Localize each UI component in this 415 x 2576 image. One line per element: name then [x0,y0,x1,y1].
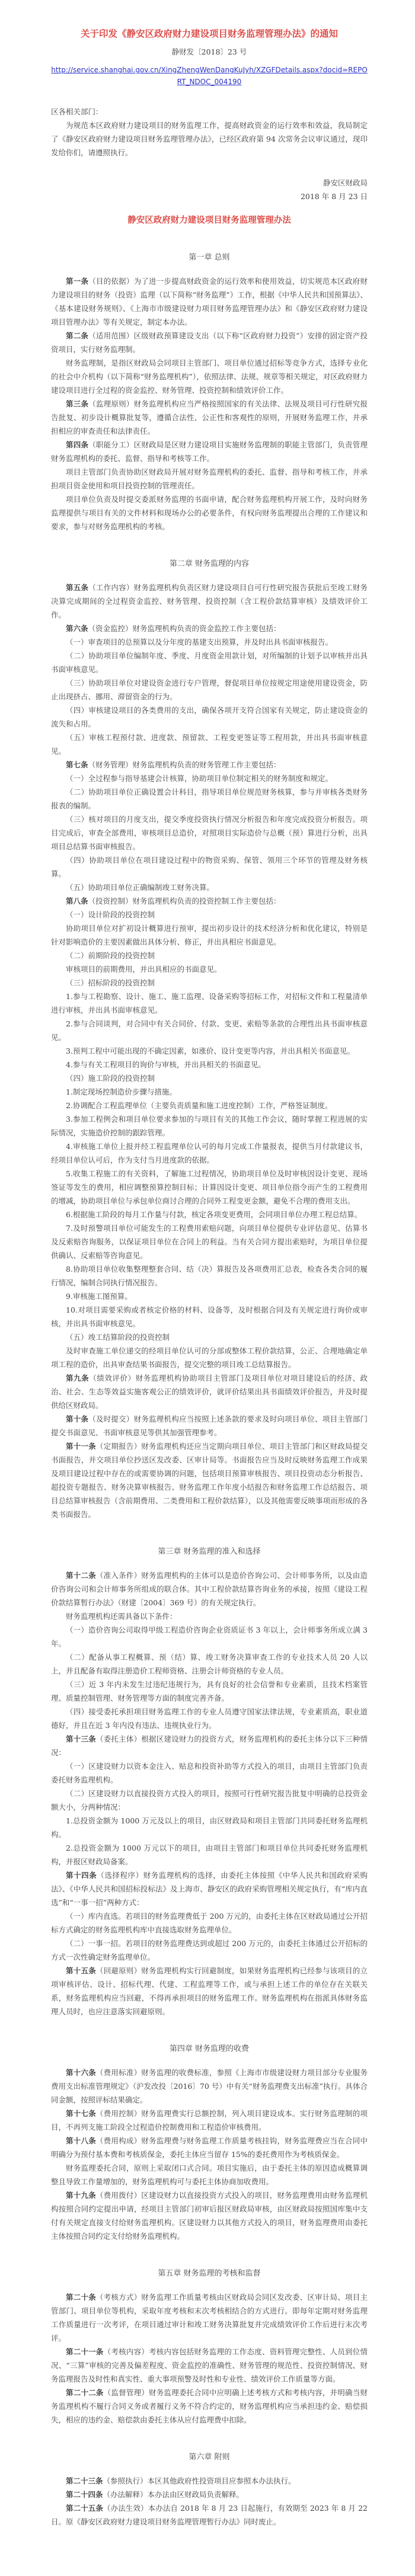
chapter-heading: 第五章 财务监理的考核和监督 [158,2269,261,2278]
chapter-heading: 第三章 财务监理的准入和选择 [158,1547,261,1556]
article-number: 第二条 [66,331,89,340]
article-number: 第二十四条 [66,2490,103,2499]
body-paragraph: （一）造价咨询公司取得甲级工程造价咨询企业资质证书 3 年以上，会计师事务所成立满 3 年。 [51,1625,368,1648]
body-paragraph: 2.总投资金额为 1000 万元以下的项目，由项目主管部门和项目单位共同委托财务监理机构，并报区财政局备案。 [51,1844,368,1866]
chapter-heading: 第二章 财务监理的内容 [169,559,250,568]
body-paragraph: （三）协助项目单位对建设资金进行专户管理，督促项目单位按规定用途使用建设资金，防止出现挤占、挪用、滞留资金的行为。 [51,679,368,701]
body-paragraph: （五）协助项目单位正确编制竣工财务决算。 [66,883,215,892]
doc-title: 静安区政府财力建设项目财务监理管理办法 [127,215,291,225]
article-number: 第十条 [66,1415,89,1423]
body-paragraph: （三）近 3 年内未发生过违纪违规行为，具有良好的社会信誉和专业素质，且技术档案管理、质量控制管理、财务管理等方面的制度完善齐备。 [51,1680,368,1703]
body-paragraph: 10.对项目需要采购或者核定价格的材料、设备等，及时根据合同及有关规定进行询价或审核，并出具书面审核意见。 [51,1305,368,1328]
signer: 静安区财政局 [323,178,368,187]
body-paragraph: （三）招标阶段的投资控制 [66,978,155,987]
article-paragraph: 第十七条（费用控制）财务监理费实行总额控制，列入项目建设成本。实行财务监理制的项目，不再列支施工阶段全过程造价控制费用和工程造价审核费用。 [51,2109,368,2132]
article-paragraph: 第十四条（选择程序）财务监理机构的选择，由委托主体按照《中华人民共和国政府采购法》、《中华人民共和国招标投标法》及上海市、静安区的政府采购管理相关规定执行，有“库内直选”和“一事一招”两种方式： [51,1871,368,1907]
article-number: 第一条 [66,277,89,286]
body-paragraph: 项目单位负责及时提交委派财务监理的书面申请，配合财务监理机构开展工作，及时向财务监理提供与项目有关的文件材料和现场办公的必要条件，有权向财务监理提出合理的工作建议和要求，参与对财务监理机构的考核。 [51,495,368,531]
article-number: 第二十五条 [66,2504,104,2513]
body-paragraph: （二）协助项目单位正确设置会计科目，指导项目单位规范财务核算，参与并审核各类财务报表的编制。 [51,788,368,810]
body-paragraph: （四）施工阶段的投资控制 [66,1074,155,1083]
body-paragraph: 2.参与合同谈判，对合同中有关合同价、付款、变更、索赔等条款的合理性出具书面审核意见。 [51,1019,368,1042]
chapter-heading: 第一章 总则 [189,253,230,262]
article-number: 第二十条 [66,2293,96,2302]
article-paragraph: 第二十条（考核方式）财务监理工作质量考核由区财政局会同区发改委、区审计局、项目主管部门、项目单位等机构，采取年度考核和末次考核相结合的方式进行。即每年定期对财务监理工作质量进行一次考评，在项目通过审计和竣工财务决算批复并完成绩效评价工作后进行末次考评。 [51,2293,368,2343]
body-paragraph: 审核项目的前期费用，并出具相应的书面意见。 [66,965,222,974]
article-number: 第十七条 [66,2109,96,2118]
body-paragraph: 3.预判工程中可能出现的不确定因素，如涨价、设计变更等内容，并出具相关书面意见。 [66,1047,355,1055]
body-paragraph: （四）协助项目单位在项目建设过程中的物资采购、保管、领用三个环节的管理及财务核算。 [51,856,368,878]
article-paragraph: 第二十二条（监督管理）财务监理委托合同中应明确上述考核方式和考核内容，并明确当财务监理机构不履行合同义务或者履行义务不符合约定的，财务监理机构应当承担违约金、赔偿损失，相应的违约金、赔偿款由委托主体从应付监理费中扣除。 [51,2388,368,2424]
article-number: 第九条 [66,1374,90,1383]
intro-paragraph: 为规范本区政府财力建设项目的财务监理工作，提高财政资金的运行效率和效益，我局制定了《静安区政府财力建设项目财务监理管理办法》，已经区政府第 94 次常务会议审议通过，现印发给你们，请遵照执行。 [51,121,368,157]
article-paragraph: 第六条（资金监控）财务监理机构负责的资金监控工作主要包括： [66,624,281,633]
body-paragraph: 2.协调配合工程监理单位（主要负责质量和施工进度控制）工作，严格签证制度。 [66,1101,333,1110]
body-paragraph: （一）审查项目的总预算以及分年度的基建支出预算，并及时出具书面审核报告。 [66,638,333,647]
body-paragraph: （二）一事一招。若项目的财务监理费达到或超过 200 万元的，由委托主体通过公开招标的方式一次性确定财务监理单位。 [51,1939,368,1961]
body-paragraph: （四）接受委托承担项目财务监理工作的专业人员遵守国家法律法规，专业素质高，职业道德好，并且在近 3 年内没有违法、违规执业行为。 [51,1707,368,1730]
doc-link-wrap [51,63,368,87]
chapter-heading: 第六章 附则 [189,2453,230,2462]
signature-block [51,176,368,203]
doc-body [51,251,368,2529]
article-number: 第十六条 [66,2068,96,2077]
body-paragraph: （五）竣工结算阶段的投资控制 [66,1333,170,1342]
article-paragraph: 第二十一条（考核内容）考核内容包括财务监理的工作态度、资料管理完整性、人员到位情况、“三算”审核的完善及偏差程度、资金监控的准确性、财务管理的规范性、投资控制情况、财务监理报告及时性和真实性、重大事项预警及时性和专业性、绩效评价工作质量等方面。 [51,2347,368,2383]
article-number: 第五条 [66,583,89,592]
body-paragraph: 及时审查施工单位递交的经项目单位认可的分部或整体工程价款结算，公正、合理地确定单项工程的造价，出具审查结果书面报告，提交完整的项目竣工总结算报告。 [51,1346,368,1369]
body-paragraph: （二）协助项目单位编制年度、季度、月度资金用款计划，对所编制的计划予以审核并出具书面审核意见。 [51,651,368,674]
article-paragraph: 第二十五条（办法生效）本办法自 2018 年 8 月 23 日起施行，有效期至 2023 年 8 月 22 日。原《静安区政府财力建设项目财务监理管理暂行办法》同时废止。 [51,2504,368,2526]
article-number: 第十八条 [66,2136,96,2145]
article-paragraph: 第四条（职能分工）区财政局是区财力建设项目实施财务监理制的职能主管部门，负责管理财务监理机构的委托、监督、指导和考核等工作。 [51,440,368,463]
article-paragraph: 第十六条（费用标准）财务监理的收费标准，参照《上海市市级建设财力项目部分专业服务费用支出标准管理规定》（沪发改投〔2016〕70 号）中有关“财务监理费支出标准”执行。具体合同金额，按照评标结果确定。 [51,2068,368,2104]
body-paragraph: （一）全过程参与指导基建会计核算，协助项目单位制定相关的财务制度和规定。 [66,774,333,783]
body-paragraph: 6.根据施工阶段的每月工作量与付款，核定各项变更费用，会同项目单位办理工程总结算。 [66,1210,362,1219]
doc-number: 静财发〔2018〕23 号 [171,47,247,56]
body-paragraph: 9.审核施工图预算。 [66,1292,132,1301]
article-paragraph: 第十一条（定期报告）财务监理机构还应当定期向项目单位、项目主管部门和区财政局提交书面报告，并交项目单位抄送区发改委、区审计局等。书面报告应当及时反映财务监理工作成果及项目建设过程中存在的或需要协调的问题，包括项目预算审核报告、项目投资动态分析报告、超投资专题报告、财务决算审核报告、财务监理工作年度小结报告和财务监理工作总结报告、项目总结算审核报告（含前期费用、二类费用和工程价款结算），以及其他需要反映事项而形成的各类书面报告。 [51,1442,368,1519]
doc-link[interactable]: http://service.shanghai.gov.cn/XingZhengWenDangKuJyh/XZGFDetails.aspx?docid=REPORT_NDOC_004190 [51,66,368,86]
body-paragraph: 3.参加工程例会和项目单位要求参加的与项目有关的其他工作会议，随时掌握工程进展的实际情况，实施造价控制的跟踪管理。 [51,1115,368,1137]
body-paragraph: （二）区建设财力以直接投资方式投入的项目，按照可行性研究报告批复中明确的总投资金额大小，分两种情况： [51,1789,368,1812]
article-number: 第十四条 [66,1871,97,1880]
body-paragraph: （五）审核工程预付款、进度款、预留款、工程变更签证等工程用款，并出具书面审核意见。 [51,733,368,756]
body-paragraph: 4.审核施工单位上报并经工程监理单位认可的每月完成工作量报表，提供当月付款建议书，经项目单位认可后，作为支付当月进度款的依据。 [51,1142,368,1164]
body-paragraph: 财务监理委托合同，原则上采取闭口式合同。项目实施后，由于委托主体的原因造成概算调整且导致工作量增加的，财务监理机构可与委托主体协商加收费用。 [51,2164,368,2186]
body-paragraph: 8.协助项目单位收集整理整套合同、结（决）算报告及各项费用汇总表，检查各类合同的履行情况，编制合同执行情况报告。 [51,1265,368,1287]
body-paragraph: 7.及时预警项目单位可能发生的工程费用索赔问题，向项目单位提供专业评估意见、估算书及反索赔咨询服务，以保证项目单位在合同上的利益。当有关合同方提出索赔时，为项目单位提供确认、反索赔等咨询意见。 [51,1224,368,1260]
chapter-heading: 第四章 财务监理的收费 [169,2044,250,2053]
article-number: 第十二条 [66,1571,96,1580]
body-paragraph: （二）前期阶段的投资控制 [66,951,155,960]
article-number: 第八条 [66,897,88,905]
body-paragraph: 财务监理制，是指区财政局会同项目主管部门、项目单位通过招标等竞争方式，选择专业化的社会中介机构（以下简称“财务监理机构”），依照法律、法规、规章等相关规定，对区政府财力建设项目进行全过程的资金监控、财务管理、投资控制和绩效评价工作。 [51,359,368,395]
article-number: 第十三条 [66,1735,96,1743]
article-paragraph: 第三条（监理原则）财务监理机构应当严格按照国家的有关法律、法规及项目可行性研究报告批复、初步设计概算批复等，遵循合法性、公正性和客观性的原则，开展财务监理工作，并承担相应的审查责任和法律责任。 [51,399,368,436]
salutation: 区各相关部门： [51,107,103,116]
article-paragraph: 第九条（绩效评价）财务监理机构协助项目主管部门及项目单位对项目建设后的经济、政治、社会、生态等效益实施客观公正的绩效评价，就评价结果出具书面绩效评价报告，并及时提供给区财政局。 [51,1374,368,1410]
body-paragraph: 协助项目单位对扩初设计概算进行预审，提出初步设计的技术经济分析和优化建议，特别是针对影响造价的主要因素做出具体分析、修正，并出具相应书面意见。 [51,924,368,946]
body-paragraph: 1.制定现场控制造价步骤与措施。 [66,1087,177,1096]
article-paragraph: 第七条（财务管理）财务监理机构负责的财务管理工作主要包括： [66,760,281,769]
body-paragraph: （三）核对项目的月度支出，提交季度投资执行情况分析报告和年度完成投资分析报告。项目完成后，审查全部费用，审核项目总造价，对照项目实际造价与总概（预）算进行分析，出具项目总结算书面审核报告。 [51,815,368,851]
sign-date: 2018 年 8 月 23 日 [300,192,368,201]
article-number: 第二十一条 [66,2347,104,2356]
body-paragraph: （一）区建设财力以资本金注入、贴息和投资补助等方式投入的项目，由项目主管部门负责委托财务监理机构。 [51,1762,368,1784]
article-paragraph: 第五条（工作内容）财务监理机构负责区财力建设项目自可行性研究报告获批后至竣工财务决算完成期间的全过程资金监控、财务管理、投资控制（含工程价款结算审核）及绩效评价工作。 [51,583,368,619]
article-paragraph: 第十条（及时提交）财务监理机构应当按照上述条款的要求及时向项目单位、项目主管部门提交书面意见、书面审核意见等供其加强管理参考。 [51,1415,368,1437]
body-paragraph: （二）配备从事工程概算、预（结）算、竣工财务决算审查工作的专业技术人员 20 人以上，并且配备有取得注册造价工程师资格、注册会计师资格的专业人员。 [51,1653,368,1675]
article-paragraph: 第二条（适用范围）区级财政预算建设支出（以下称“区政府财力投资”）安排的固定资产投资项目，实行财务监理制。 [51,331,368,354]
body-paragraph: （四）审核建设项目的各类费用的支出，确保各项开支符合国家有关规定，防止建设资金的流失和占用。 [51,706,368,728]
body-paragraph: 财务监理机构还需具备以下条件： [66,1612,177,1621]
article-paragraph: 第十三条（委托主体）根据区建设财力的投资方式，财务监理机构的委托主体分以下三种情况： [51,1735,368,1757]
article-number: 第二十二条 [66,2388,104,2397]
article-paragraph: 第八条（投资控制）财务监理机构负责的投资控制工作主要包括： [66,897,281,905]
body-paragraph: 5.收集工程施工的有关资料，了解施工过程情况，协助项目单位及时审核因设计变更、现场签证等发生的费用，相应调整预算控制目标；计算因设计变更、项目单位指令而产生的工程费用的增减，协助项目单位与承包单位商讨合理的合同外工程变更金额，避免不合理的费用支出。 [51,1169,368,1205]
article-paragraph: 第十八条（费用构成）财务监理费与财务监理工作质量考核挂钩，财务监理费应当在合同中明确分为预付基本费和考核质保金，委托主体应当留存 15%的委托费用作为考核质保金。 [51,2136,368,2159]
article-number: 第十五条 [66,1966,96,1975]
body-paragraph: （一）设计阶段的投资控制 [66,910,155,919]
article-number: 第十九条 [66,2191,96,2200]
body-paragraph: （一）库内直选。若项目的财务监理费低于 200 万元的，由委托主体在区财政局通过公开招标方式确定的财务监理机构库中直接选取财务监理单位。 [51,1912,368,1934]
body-paragraph: 1.参与工程勘察、设计、施工、施工监理、设备采购等招标工作，对招标文件和工程量清单进行审核，并出具书面审核意见。 [51,992,368,1015]
article-number: 第七条 [66,760,88,769]
article-paragraph: 第二十三条（参照执行）本区其他政府性投资项目应参照本办法执行。 [66,2476,296,2485]
notice-title: 关于印发《静安区政府财力建设项目财务监理管理办法》的通知 [80,28,338,39]
article-number: 第六条 [66,624,88,633]
article-number: 第十一条 [66,1442,96,1451]
article-paragraph: 第二十四条（办法解释）本办法由区财政局负责解释。 [66,2490,244,2499]
article-paragraph: 第十二条（准入条件）财务监理机构的主体可以是造价咨询公司、会计师事务所，以及由造价咨询公司和会计师事务所组成的联合体。其中工程价款结算咨询业务的承接，按照《建设工程价款结算暂行办法》（财建〔2004〕369 号）的有关规定执行。 [51,1571,368,1607]
article-paragraph: 第一条（目的依据）为了进一步提高财政资金的运行效率和使用效益，切实规范本区政府财力建设项目的财务（投资）监理（以下简称“财务监理”）工作，根据《中华人民共和国预算法》、《基本建设财务规则》、《上海市市级建设财力项目财务监理管理办法》和《静安区政府财力建设项目管理办法》等有关规定，制定本办法。 [51,277,368,327]
article-number: 第四条 [66,440,89,449]
article-paragraph: 第十九条（费用拨付）区建设财力以直接投资方式投入的项目，财务监理费用由财务监理机构按照合同约定提出申请，经项目主管部门初审后报区财政局审核，由区财政局按照国库集中支付有关规定直接支付给财务监理机构。区建设财力以其他方式投入的项目，财务监理费用由委托主体按照合同约定支付给财务监理机构。 [51,2191,368,2241]
article-number: 第二十三条 [66,2476,103,2485]
body-paragraph: 4.参与有关工程项目的询价与审核，并出具相关的书面意见。 [66,1060,266,1069]
body-paragraph: 项目主管部门负责协助区财政局开展对财务监理机构的委托、监督、指导和考核工作，并承担项目资金使用和项目投资控制的管理责任。 [51,468,368,490]
article-number: 第三条 [66,399,89,408]
body-paragraph: 1.总投资金额为 1000 万元及以上的项目，由区财政局和项目主管部门共同委托财务监理机构。 [51,1816,368,1839]
article-paragraph: 第十五条（回避原则）财务监理机构实行回避制度，如果财务监理机构已经参与该项目的立项审核评估、设计、招标代理、代建、工程监理等工作，或与承担上述工作的单位存在关联关系，财务监理机构应当回避，不得再承担项目的财务监理工作。财务监理机构在指派具体财务监理人员时，也应注意落实回避原则。 [51,1966,368,2016]
